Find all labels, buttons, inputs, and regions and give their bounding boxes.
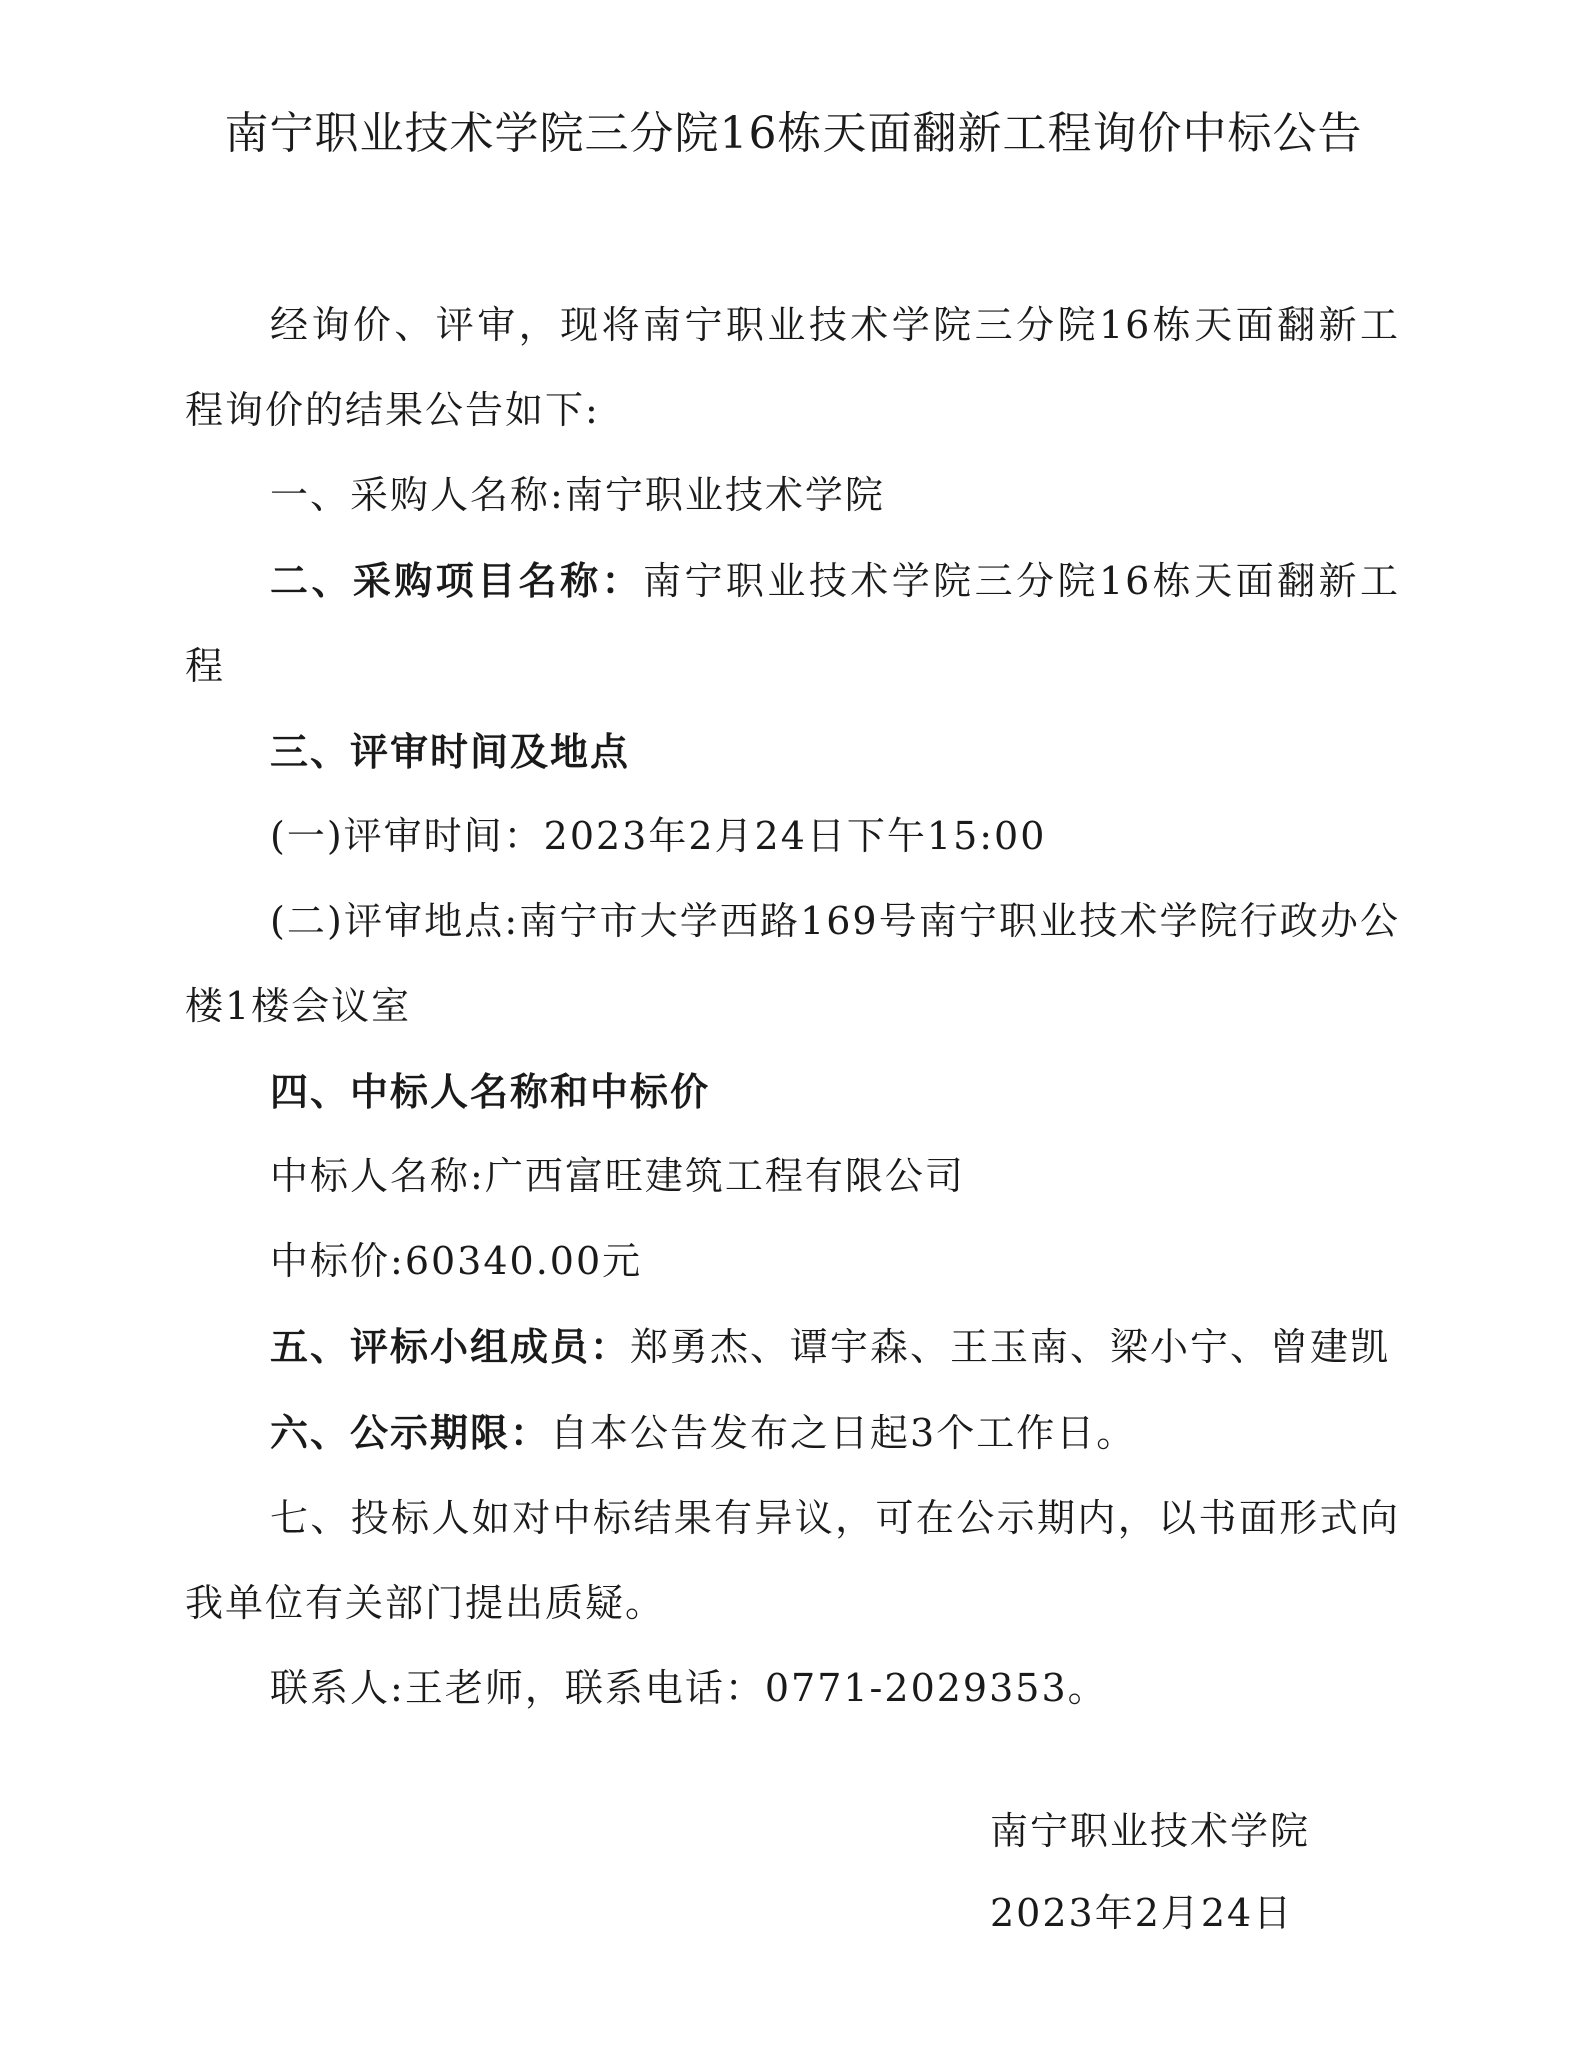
- review-place-line: [185, 879, 1400, 1049]
- review-heading: 三、评审时间及地点: [270, 729, 631, 774]
- winner-price-value: 60340.00元: [404, 1239, 643, 1283]
- winner-heading: 四、中标人名称和中标价: [270, 1069, 711, 1114]
- signature-organization: 南宁职业技术学院: [990, 1809, 1311, 1853]
- contact-phone-label: 联系电话：: [564, 1666, 765, 1710]
- page-title: 南宁职业技术学院三分院16栋天面翻新工程询价中标公告: [224, 108, 1363, 159]
- period-value: 自本公告发布之日起3个工作日。: [550, 1411, 1137, 1455]
- winner-name-label: 中标人名称:: [270, 1154, 485, 1198]
- objection-paragraph: 七、投标人如对中标结果有异议，可在公示期内，以书面形式向我单位有关部门提出质疑。: [185, 1496, 1400, 1625]
- panel-label: 五、评标小组成员：: [270, 1324, 631, 1369]
- contact-person-label: 联系人:: [270, 1666, 405, 1710]
- project-value: 南宁职业技术学院三分院16栋天面翻新工程: [185, 559, 1400, 688]
- purchaser-line: [185, 453, 1400, 538]
- purchaser-label: 一、采购人名称:: [270, 473, 565, 517]
- winner-name-value: 广西富旺建筑工程有限公司: [484, 1154, 965, 1198]
- review-time-value: 2023年2月24日下午15:00: [543, 814, 1047, 858]
- panel-line: [185, 1304, 1400, 1390]
- signature-date: 2023年2月24日: [990, 1891, 1294, 1935]
- contact-person: 王老师，: [404, 1666, 565, 1710]
- announcement-body: [185, 283, 1400, 1731]
- contact-phone: 0771-2029353。: [764, 1666, 1108, 1710]
- project-line: [185, 538, 1400, 709]
- winner-name-line: [185, 1134, 1400, 1219]
- intro-paragraph: 经询价、评审，现将南宁职业技术学院三分院16栋天面翻新工程询价的结果公告如下:: [185, 303, 1400, 432]
- panel-value: 郑勇杰、谭宇森、王玉南、梁小宁、曾建凯: [630, 1325, 1391, 1369]
- period-line: [185, 1390, 1400, 1476]
- period-label: 六、公示期限：: [270, 1410, 551, 1455]
- review-place-label: (二)评审地点:: [270, 899, 520, 943]
- winner-price-line: [185, 1219, 1400, 1304]
- review-place-value: 南宁市大学西路169号南宁职业技术学院行政办公楼1楼会议室: [185, 899, 1400, 1028]
- contact-line: [185, 1646, 1400, 1731]
- winner-price-label: 中标价:: [270, 1239, 405, 1283]
- review-time-line: [185, 794, 1400, 879]
- review-time-label: (一)评审时间：: [270, 814, 544, 858]
- purchaser-value: 南宁职业技术学院: [564, 473, 885, 517]
- project-label: 二、采购项目名称：: [270, 558, 644, 603]
